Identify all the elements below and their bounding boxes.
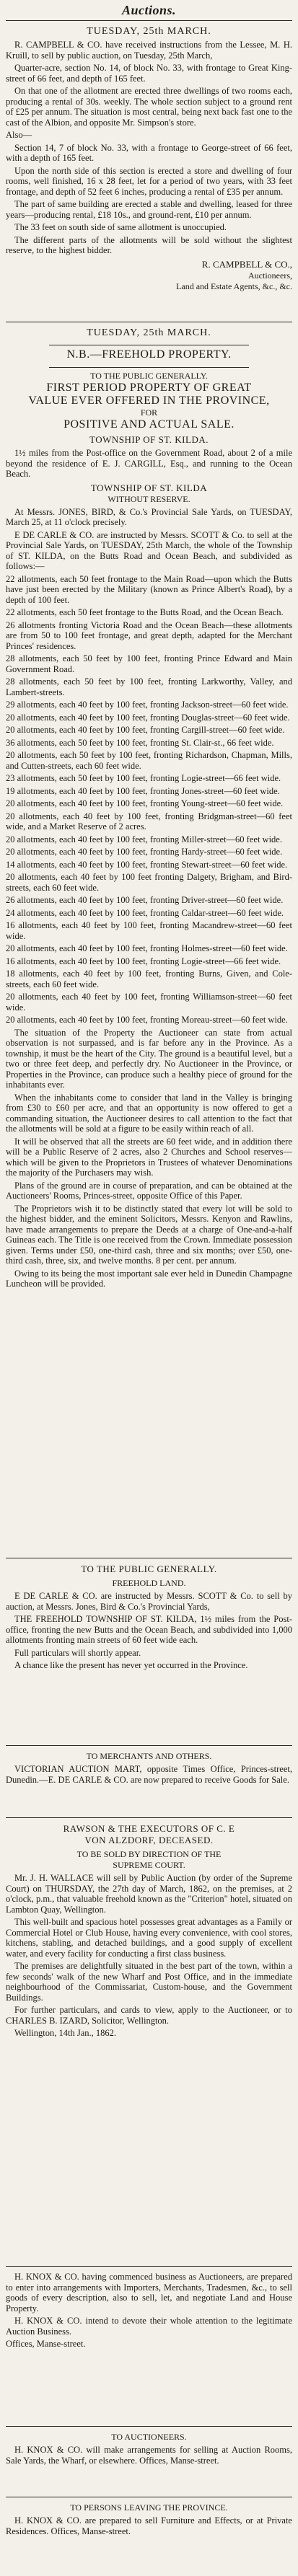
advert-paragraph: For further particulars, and cards to view, apply to the Auctioneer, or to CHARLES B. IZARD, Solicitor, Wellington.	[6, 2005, 292, 2026]
list-item: 26 allotments fronting Victoria Road and the Ocean Beach—these allotments are from 50 to 100 feet frontage, and great depth, adapted for the Merchant Princes' residences.	[6, 619, 292, 651]
list-item: 20 allotments, each 40 feet by 100 feet, fronting Hardy-street—60 feet wide.	[6, 847, 283, 857]
advert-paragraph: A chance like the present has never yet occurred in the Province.	[14, 1660, 248, 1670]
advert-heading: RAWSON & THE EXECUTORS OF C. E	[63, 1823, 235, 1834]
advert-signature: Land and Estate Agents, &c., &c.	[176, 281, 292, 291]
advert-divider	[6, 2426, 292, 2427]
advert-paragraph: At Messrs. JONES, BIRD, & Co.'s Provincial Sale Yards, on TUESDAY, March 25, at 11 o'clock precisely.	[6, 506, 292, 527]
advert-date: Wellington, 14th Jan., 1862.	[14, 2028, 116, 2038]
list-item: 20 allotments, each 40 feet by 100 feet, fronting Moreau-street—60 feet wide.	[6, 1015, 288, 1025]
list-item: 23 allotments, each 50 feet by 100 feet, fronting Logie-street—66 feet wide.	[6, 773, 281, 783]
advert-paragraph: The different parts of the allotments will be sold without the slightest reserve, to the highest bidder.	[6, 234, 292, 255]
advert-subheading: WITHOUT RESERVE.	[108, 493, 190, 504]
advert-to-auctioneers	[6, 2427, 292, 2495]
advert-paragraph: E DE CARLE & CO. are instructed by Messrs. SCOTT & Co. to sell at the Provincial Sale Yards, on TUESDAY, 25th March, the whole of the Township of ST. KILDA, on the Butts Road and Ocean Beach, and subdivided as follows:—	[6, 529, 292, 571]
list-item: 20 allotments, each 40 feet by 100 feet, fronting Miller-street—60 feet wide.	[6, 834, 282, 844]
advert-heading: VON ALZDORF, DECEASED.	[84, 1835, 214, 1845]
advert-heading: TO MERCHANTS AND OTHERS.	[86, 1751, 212, 1761]
advert-paragraph: 1½ miles from the Post-office on the Government Road, about 2 of a mile beyond the residence of E. J. CARGILL, Esq., and running to the Ocean Beach.	[6, 448, 292, 479]
advert-paragraph: The situation of the Property the Auctioneer can state from actual observation is not surpassed, and is far before any in the Province. As a township, it must be the heart of the City. The ground is a beautiful level, but a two or three feet deep, and perfectly dry. No Auctioneer in the Province, or Properties in the Province, can produce such a healthy piece of ground for the inhabitants ever.	[6, 1027, 292, 1090]
advert-heading: VALUE EVER OFFERED IN THE PROVINCE,	[28, 394, 270, 407]
advert-paragraph: Quarter-acre, section No. 14, of block No. 33, with frontage to Great King-street of 66 feet, and depth of 165 feet.	[6, 63, 292, 84]
list-item: 20 allotments, each 40 feet by 100 feet, fronting Holmes-street—60 feet wide.	[6, 943, 288, 953]
advert-paragraph: Section 14, 7 of block No. 33, with a frontage to George-street of 66 feet, with a depth of 165 feet.	[6, 142, 292, 163]
advert-paragraph: R. CAMPBELL & CO. have received instructions from the Lessee, M. H. Kruill, to sell by public auction, on Tuesday, 25th March,	[6, 40, 292, 61]
list-item: 20 allotments, each 40 feet by 100 feet, fronting Williamson-street—60 feet wide.	[6, 992, 292, 1013]
advert-paragraph: Full particulars will shortly appear.	[14, 1647, 141, 1658]
list-item: 26 allotments, each 40 feet by 100 feet, fronting Driver-street—60 feet wide.	[6, 895, 284, 905]
advert-subheading: TOWNSHIP OF ST. KILDA	[90, 482, 208, 493]
advert-paragraph: It will be observed that all the streets are 60 feet wide, and in addition there will be a Public Reserve of 2 acres, also 2 Churches and School reserves—which will be given to the Proprietors in Trustees of whatever Denominations the majority of the Purchasers may wish.	[6, 1136, 292, 1178]
advert-knox-auctioneers	[6, 2267, 292, 2425]
advert-paragraph: THE FREEHOLD TOWNSHIP OF ST. KILDA, 1½ miles from the Post-office, fronting the new Butts and the Ocean Beach, and subdivided into 1,000 allotments fronting main streets of 60 feet wide each.	[6, 1614, 292, 1645]
advert-paragraph: The 33 feet on south side of same allotment is unoccupied.	[14, 222, 227, 232]
advert-paragraph: When the inhabitants come to consider that land in the Valley is bringing from £30 to £60 per acre, and that an opportunity is now offered to get a commanding situation, the Auctioneer desires to call attention to the fact that the allotments will be sold at a figure to be easily within reach of all.	[6, 1092, 292, 1134]
advert-paragraph: H. KNOX & CO. are prepared to sell Furniture and Effects, or at Private Residences. Offices, Manse-street.	[6, 2515, 292, 2536]
advert-paragraph: Offices, Manse-street.	[6, 2339, 86, 2349]
list-item: 22 allotments, each 50 feet frontage to the Butts Road, and the Ocean Beach.	[6, 607, 284, 617]
advert-paragraph: Mr. J. H. WALLACE will sell by Public Auction (by order of the Supreme Court) on THURSDAY, the 27th day of March, 1862, on the premises, at 2 o'clock, p.m., that valuable freehold known as the "Criterion" hotel, situated on Lambton Quay, Wellington.	[6, 1873, 292, 1915]
section-title: Auctions.	[121, 3, 177, 17]
advert-paragraph: VICTORIAN AUCTION MART, opposite Times Office, Princes-street, Dunedin.—E. DE CARLE & CO. are now prepared to receive Goods for Sale.	[6, 1764, 292, 1785]
divider	[49, 367, 249, 368]
advert-heading: POSITIVE AND ACTUAL SALE.	[63, 418, 235, 431]
advert-paragraph: E DE CARLE & CO. are instructed by Messrs. SCOTT & Co. to sell by auction, at Messrs. Jones, Bird & Co.'s Provincial Yards,	[6, 1591, 292, 1612]
advert-paragraph: Upon the north side of this section is erected a store and dwelling of four rooms, well finished, 16 x 28 feet, let for a period of two years, with 33 feet frontage, and depth of 52 feet 6 inches, producing a rental of £35 per annum.	[6, 165, 292, 197]
advert-paragraph: Owing to its being the most important sale ever held in Dunedin Champagne Luncheon will be provided.	[6, 1268, 292, 1289]
list-item: 20 allotments, each 40 feet by 100 feet, fronting Young-street—60 feet wide.	[6, 798, 284, 808]
advert-signature: R. CAMPBELL & CO.,	[201, 258, 292, 270]
list-item: 16 allotments, each 40 feet by 100 feet, fronting Macandrew-street—60 feet wide.	[6, 920, 292, 941]
advert-divider	[6, 2266, 292, 2267]
advert-paragraph: On that one of the allotment are erected three dwellings of two rooms each, producing a rental of 30s. weekly. The whole section subject to a ground rent of £25 per annum. The situation is most central, being next back fast one to the cast of the Albion, and opposite Mr. Simpson's store.	[6, 86, 292, 128]
allotment-list	[6, 574, 292, 1025]
advert-heading: FIRST PERIOD PROPERTY OF GREAT	[46, 381, 252, 394]
list-item: 24 allotments, each 40 feet by 100 feet, fronting Caldar-street—60 feet wide.	[6, 907, 284, 918]
list-item: 20 allotments, each 40 feet by 100 feet, fronting Cargill-street—60 feet wide.	[6, 725, 285, 735]
advert-st-kilda	[6, 323, 292, 1556]
list-item: 29 allotments, each 40 feet by 100 feet, fronting Jackson-street—60 feet wide.	[6, 700, 289, 710]
list-item: 18 allotments, each 40 feet by 100 feet, fronting Burns, Given, and Cole-streets, each 60 feet wide.	[6, 969, 292, 989]
advert-paragraph: H. KNOX & CO. intend to devote their whole attention to the legitimate Auction Business.	[6, 2316, 292, 2337]
list-item: 20 allotments, each 50 feet by 100 feet, fronting Richardson, Chapman, Mills, and Cutten-streets, each 60 feet wide.	[6, 750, 292, 771]
advert-heading: TO PERSONS LEAVING THE PROVINCE.	[70, 2502, 228, 2513]
advert-divider	[6, 1745, 292, 1746]
advert-paragraph: H. KNOX & CO. having commenced business as Auctioneers, are prepared to enter into arrangements with Importers, Merchants, Tradesmen, &c., to sell goods of every description, also to sell, let, and negotiate Land and House Property.	[6, 2272, 292, 2313]
list-item: 20 allotments, each 40 feet by 100 feet, fronting Douglas-street—60 feet wide.	[6, 712, 290, 723]
advert-subheading: SUPREME COURT.	[113, 1860, 185, 1870]
advert-heading: TO THE PUBLIC GENERALLY.	[81, 1563, 217, 1574]
advert-divider	[6, 1817, 292, 1818]
list-item: 20 allotments, each 40 feet by 100 feet, fronting Bridgman-street—60 feet wide, and a Market Reserve of 2 acres.	[6, 811, 292, 832]
list-item: 16 allotments, each 40 feet by 100 feet, fronting Logie-street—66 feet wide.	[6, 956, 281, 966]
advert-paragraph: The premises are delightfully situated in the best part of the town, within a few seconds' walk of the new Wharf and Post Office, and in the immediate neighbourhood of the Commissariat, Custom-house, and the Government Buildings.	[6, 1961, 292, 2003]
advert-freehold-land	[6, 1559, 292, 1744]
advert-paragraph: H. KNOX & CO. will make arrangements for selling at Auction Rooms, Sale Yards, the Wharf, or elsewhere. Offices, Manse-street.	[6, 2445, 292, 2466]
list-item: 22 allotments, each 50 feet frontage to the Main Road—upon which the Butts have just been erected by the Military (known as Prince Albert's Road), by a depth of 100 feet.	[6, 573, 292, 605]
advert-campbell	[6, 22, 292, 320]
advert-paragraph: Also—	[6, 130, 32, 140]
advert-subheading: TO THE PUBLIC GENERALLY.	[90, 371, 208, 381]
advert-subheading: FREEHOLD LAND.	[112, 1578, 186, 1588]
advert-paragraph: This well-built and spacious hotel possesses great advantages as a Family or Commercial Hotel or Club House, having every convenience, with cool stores, kitchens, stabling, and detached buildings, and a good supply of excellent water, and every facility for conducting a first class business.	[6, 1917, 292, 1959]
advert-date: TUESDAY, 25th MARCH.	[87, 26, 211, 37]
advert-date: TUESDAY, 25th MARCH.	[87, 327, 211, 338]
advert-criterion-hotel	[6, 1819, 292, 2264]
advert-subheading: TOWNSHIP OF ST. KILDA.	[89, 434, 209, 445]
advert-subheading: FOR	[140, 407, 158, 418]
header-rule	[6, 20, 292, 21]
list-item: 36 allotments, each 50 feet by 100 feet, fronting St. Clair-st., 66 feet wide.	[6, 737, 274, 748]
advert-paragraph: The Proprietors wish it to be distinctly stated that every lot will be sold to the highest bidder, and the eminent Solicitors, Messrs. Kenyon and Rawlins, have made arrangements to prepare the Deeds at a charge of One-and-a-half Guineas each. The Title is one received from the Crown. Immediate possession given. Terms under £50, one-third cash, three and six months; over £50, one-third cash, three, six, and twelve months. 8 per cent. per annum.	[6, 1203, 292, 1266]
list-item: 20 allotments, each 40 feet by 100 feet fronting Dalgety, Brigham, and Bird-streets, each 60 feet wide.	[6, 872, 292, 893]
list-item: 28 allotments, each 50 feet by 100 feet, fronting Larkworthy, Valley, and Lambert-streets.	[6, 676, 292, 697]
advert-heading: TO AUCTIONEERS.	[111, 2432, 187, 2442]
advert-signature: Auctioneers,	[248, 270, 292, 281]
advert-paragraph: The part of same building are erected a stable and dwelling, leased for three years—producing rental, £18 10s., and ground-rent, £10 per annum.	[6, 199, 292, 220]
advert-subheading: TO BE SOLD BY DIRECTION OF THE	[76, 1849, 222, 1859]
advert-paragraph: Plans of the ground are in course of preparation, and can be obtained at the Auctioneers' Rooms, Princes-street, opposite Office of this Paper.	[6, 1180, 292, 1201]
advert-merchants	[6, 1747, 292, 1816]
advert-leaving-province	[6, 2498, 292, 2573]
list-item: 19 allotments, each 40 feet by 100 feet, fronting Jones-street—60 feet wide.	[6, 785, 280, 796]
advert-heading: N.B.—FREEHOLD PROPERTY.	[66, 348, 232, 361]
list-item: 14 allotments, each 40 feet by 100 feet, fronting Stewart-street—60 feet wide.	[6, 859, 288, 870]
list-item: 28 allotments, each 50 feet by 100 feet, fronting Prince Edward and Main Government Road.	[6, 653, 292, 674]
